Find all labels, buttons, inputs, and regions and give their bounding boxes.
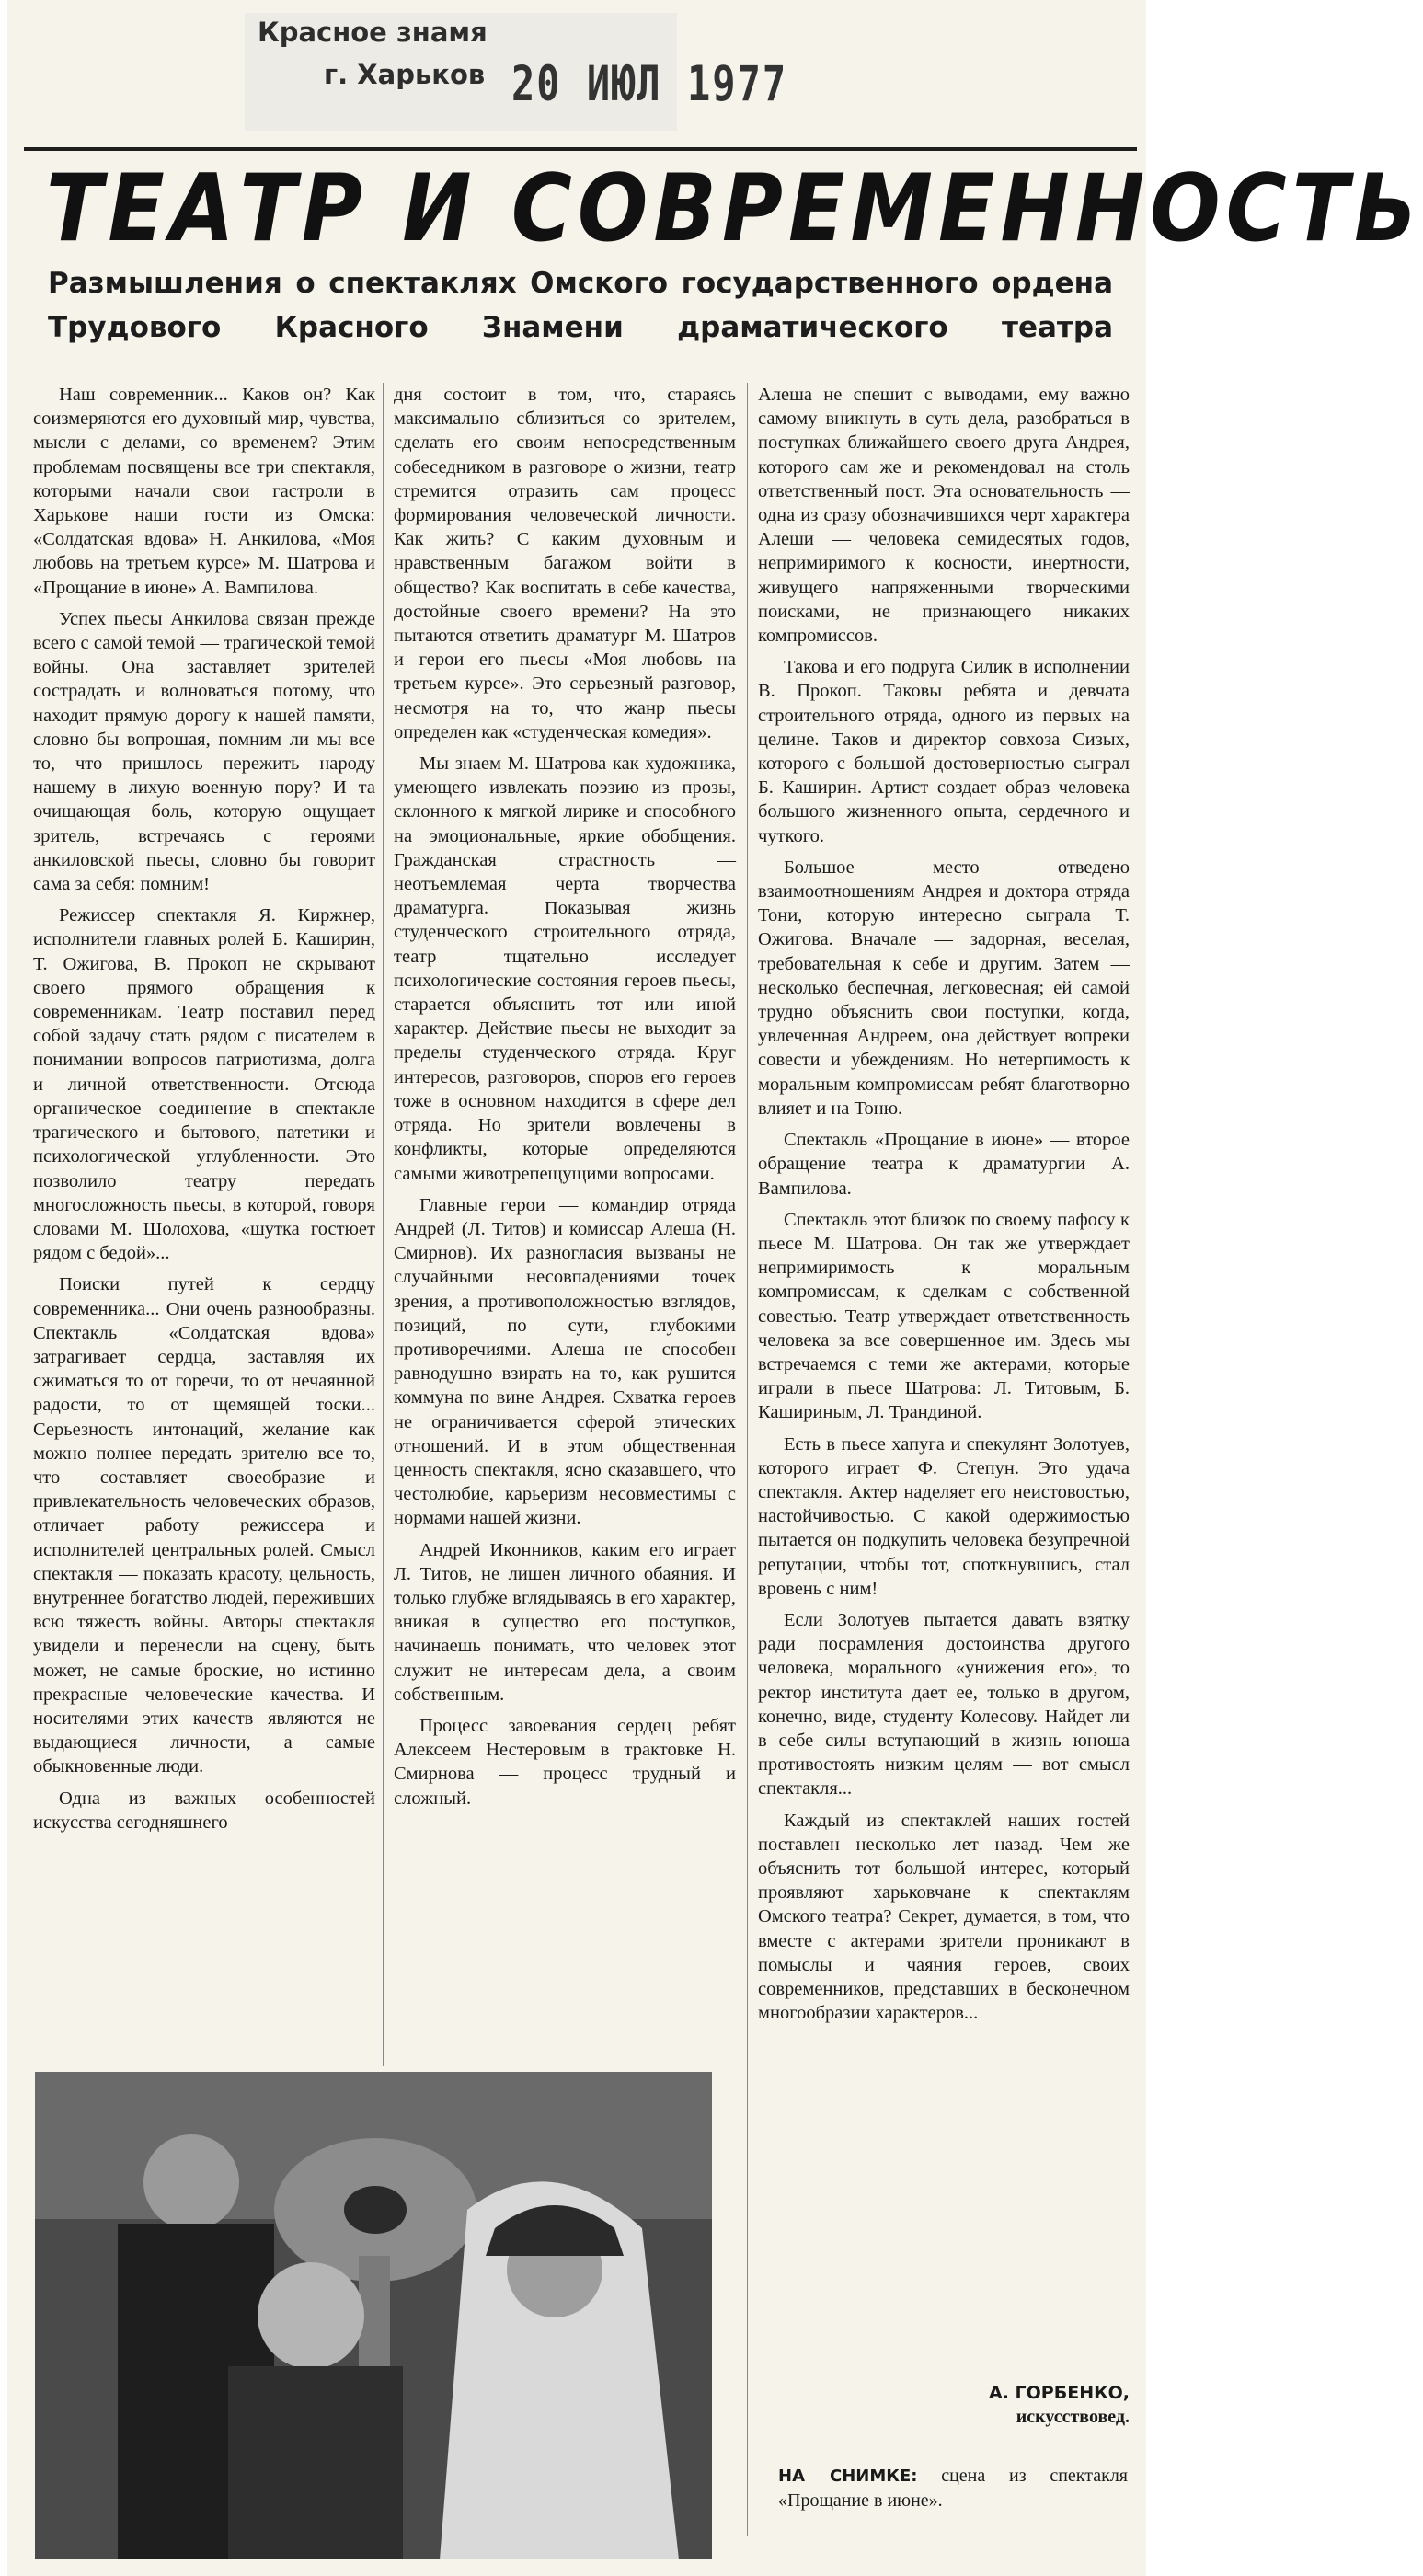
newspaper-city: г. Харьков xyxy=(324,59,486,90)
paragraph: Андрей Иконников, каким его играет Л. Титов, не лишен личного обаяния. И только глубже вглядываясь в его характер, вникая в существо его поступков, начинаешь понимать, что человек этот служит не интересам дела, а своим собственным. xyxy=(394,1539,736,1705)
column-divider xyxy=(383,383,384,2066)
article-column-3 xyxy=(758,383,1130,2025)
author-title: искусствовед. xyxy=(1016,2407,1130,2427)
scene-photo xyxy=(35,2072,712,2559)
clipping-date-stamp: 20 ИЮЛ 1977 xyxy=(511,55,788,112)
paragraph: Наш современник... Каков он? Как соизмеряются его духовный мир, чувства, мысли с делами, со временем? Этим проблемам посвящены все три спектакля, которыми начали свои гастроли в Харькове наши гости из Омска: «Солдатская вдова» Н. Анкилова, «Моя любовь на третьем курсе» М. Шатрова и «Прощание в июне» А. Вампилова. xyxy=(33,385,375,598)
paragraph: Мы знаем М. Шатрова как художника, умеющего извлекать поэзию из прозы, склонного к мягкой лирике и способного на эмоциональные, яркие обобщения. Гражданская страстность — неотъемлемая черта творчества драматурга. Показывая жизнь студенческого строительного отряда, театр тщательно исследует психологические состояния героев пьесы, старается объяснить тот или иной характер. Действие пьесы не выходит за пределы студенческого отряда. Круг интересов, разговоров, споров его героев тоже в основном находится в сфере дел отряда. Но зрители вовлечены в конфликты, которые определяются самыми животрепещущими вопросами. xyxy=(394,753,736,1184)
caption-label: НА СНИМКЕ: xyxy=(778,2467,918,2486)
paragraph: Если Золотуев пытается давать взятку ради посрамления достоинства другого человека, морального «унижения его», то ректор института дает ее, только в другом, конечно, виде, студенту Колесову. Найдет ли в себе силы вступающий в жизнь юноша противостоять низким целям — вот смысл спектакля... xyxy=(758,1609,1130,1800)
article-headline: ТЕАТР И СОВРЕМЕННОСТЬ xyxy=(46,155,1423,263)
column-divider xyxy=(747,383,748,2536)
article-column-1 xyxy=(33,383,375,1834)
scene-photo-image xyxy=(35,2072,712,2559)
paragraph: Есть в пьесе хапуга и спекулянт Золотуев, которого играет Ф. Степун. Это удача спектакля. Актер наделяет его неистовостью, настойчивостью. С какой одержимостью пытается он подкупить человека безупречной репутации, чтобы тот, споткнувшись, стал вровень с ним! xyxy=(758,1433,1130,1599)
headline-rule xyxy=(24,147,1137,151)
paragraph: дня состоит в том, что, стараясь максимально сблизиться со зрителем, сделать его своим непосредственным собеседником в разговоре о жизни, театр стремится отразить сам процесс формирования человеческой личности. Как жить? С каким духовным и нравственным багажом войти в общество? Как воспитать в себе качества, достойные своего времени? На это пытаются ответить драматург М. Шатров и герои его пьесы «Моя любовь на третьем курсе». Это серьезный разговор, несмотря на то, что жанр пьесы определен как «студенческая комедия». xyxy=(394,385,736,742)
paragraph: Процесс завоевания сердец ребят Алексеем Нестеровым в трактовке Н. Смирнова — процесс трудный и сложный. xyxy=(394,1715,736,1809)
caption-text: сцена из спектакля «Прощание в июне». xyxy=(778,2466,1129,2511)
paragraph: Алеша не спешит с выводами, ему важно самому вникнуть в суть дела, разобраться в поступках ближайшего своего друга Андрея, которого сам же и рекомендовал на столь ответственный пост. Эта основательность — одна из сразу обозначившихся черт характера Алеши — человека семидесятых годов, непримиримого к косности, инертности, живущего напряженными творческими поисками, не признающего никаких компромиссов. xyxy=(758,385,1130,647)
paragraph: Каждый из спектаклей наших гостей поставлен несколько лет назад. Чем же объяснить тот большой интерес, который проявляют харьковчане к спектаклям Омского театра? Секрет, думается, в том, что вместе с актерами зрители проникают в помыслы и чаяния героев, своих современников, представших в бесконечном многообразии характеров... xyxy=(758,1810,1130,2024)
paragraph: Поиски путей к сердцу современника... Они очень разнообразны. Спектакль «Солдатская вдова» затрагивает сердца, заставляя их сжиматься то от горечи, то от нечаянной радости, то от щемящей тоски... Серьезность интонаций, желание как можно полнее передать зрителю все то, что составляет своеобразие и привлекательность человеческих образов, отличает работу режиссера и исполнителей центральных ролей. Смысл спектакля — показать красоту, цельность, внутреннее богатство людей, переживших всю тяжесть войны. Авторы спектакля увидели и перенесли на сцену, быть может, не самые броские, но истинно прекрасные человеческие качества. И носителями этих качеств являются не выдающиеся личности, а самые обыкновенные люди. xyxy=(33,1274,375,1777)
paragraph: Такова и его подруга Силик в исполнении В. Прокоп. Таковы ребята и девчата строительного отряда, одного из первых на целине. Таков и директор совхоза Сизых, которого с большой достоверностью сыграл Б. Каширин. Артист создает образ человека большого жизненного опыта, сердечного и чуткого. xyxy=(758,657,1130,846)
author-name: А. ГОРБЕНКО, xyxy=(989,2383,1130,2403)
paragraph: Успех пьесы Анкилова связан прежде всего с самой темой — трагической темой войны. Она заставляет зрителей сострадать и волноваться потому, что находит прямую дорогу к нашей памяти, словно бы вопрошая, помним ли мы все то, что пришлось пережить народу нашему в лихую военную пору? И та очищающая боль, которую ощущает зритель, встречаясь с героями анкиловской пьесы, словно бы говорит сама за себя: помним! xyxy=(33,608,375,895)
article-column-2 xyxy=(394,383,736,1811)
paragraph: Одна из важных особенностей искусства сегодняшнего xyxy=(33,1788,375,1833)
paragraph: Главные герои — командир отряда Андрей (Л. Титов) и комиссар Алеша (Н. Смирнов). Их разногласия вызваны не случайными несовпадениями точек зрения, а противоположностью взглядов, позиций, по сути, глубокими противоречиями. Алеша не способен равнодушно взирать на то, как рушится коммуна по вине Андрея. Схватка героев не ограничивается сферой этических отношений. И в этом общественная ценность спектакля, ясно сказавшего, что честолюбие, карьеризм несовместимы с нормами нашей жизни. xyxy=(394,1194,736,1529)
paragraph: Режиссер спектакля Я. Киржнер, исполнители главных ролей Б. Каширин, Т. Ожигова, В. Прокоп не скрывают своего прямого обращения к современникам. Театр поставил перед собой задачу стать рядом с писателем в понимании вопросов патриотизма, долга и личной ответственности. Отсюда органическое соединение в спектакле трагического и бытового, патетики и психологической углубленности. Это позволило театру передать многосложность пьесы, в которой, говоря словами М. Шолохова, «шутка гостюет рядом с бедой»... xyxy=(33,905,375,1264)
paragraph: Спектакль этот близок по своему пафосу к пьесе М. Шатрова. Он так же утверждает непримиримость к моральным компромиссам, к сделкам с собственной совестью. Театр утверждает ответственность человека за все совершенное им. Здесь мы встречаемся с теми же актерами, которые играли в пьесе Шатрова: Л. Титовым, Б. Кашириным, Л. Трандиной. xyxy=(758,1209,1130,1423)
photo-caption xyxy=(778,2464,1128,2513)
article-signature xyxy=(929,2381,1130,2429)
article-subtitle: Размышления о спектаклях Омского государственного ордена Трудового Красного Знамени драматического театра xyxy=(48,267,1113,344)
paragraph: Спектакль «Прощание в июне» — второе обращение театра к драматургии А. Вампилова. xyxy=(758,1130,1130,1199)
newspaper-name: Красное знамя xyxy=(258,17,488,48)
paragraph: Большое место отведено взаимоотношениям Андрея и доктора отряда Тони, которую интересно сыграла Т. Ожигова. Вначале — задорная, веселая, требовательная к себе и другим. Затем — несколько беспечная, легковесная; ей самой трудно объяснить свои поступки, когда, увлеченная Андреем, она действует вопреки совести и убеждениям. Но нетерпимость к моральным компромиссам ребят благотворно влияет и на Тоню. xyxy=(758,857,1130,1119)
